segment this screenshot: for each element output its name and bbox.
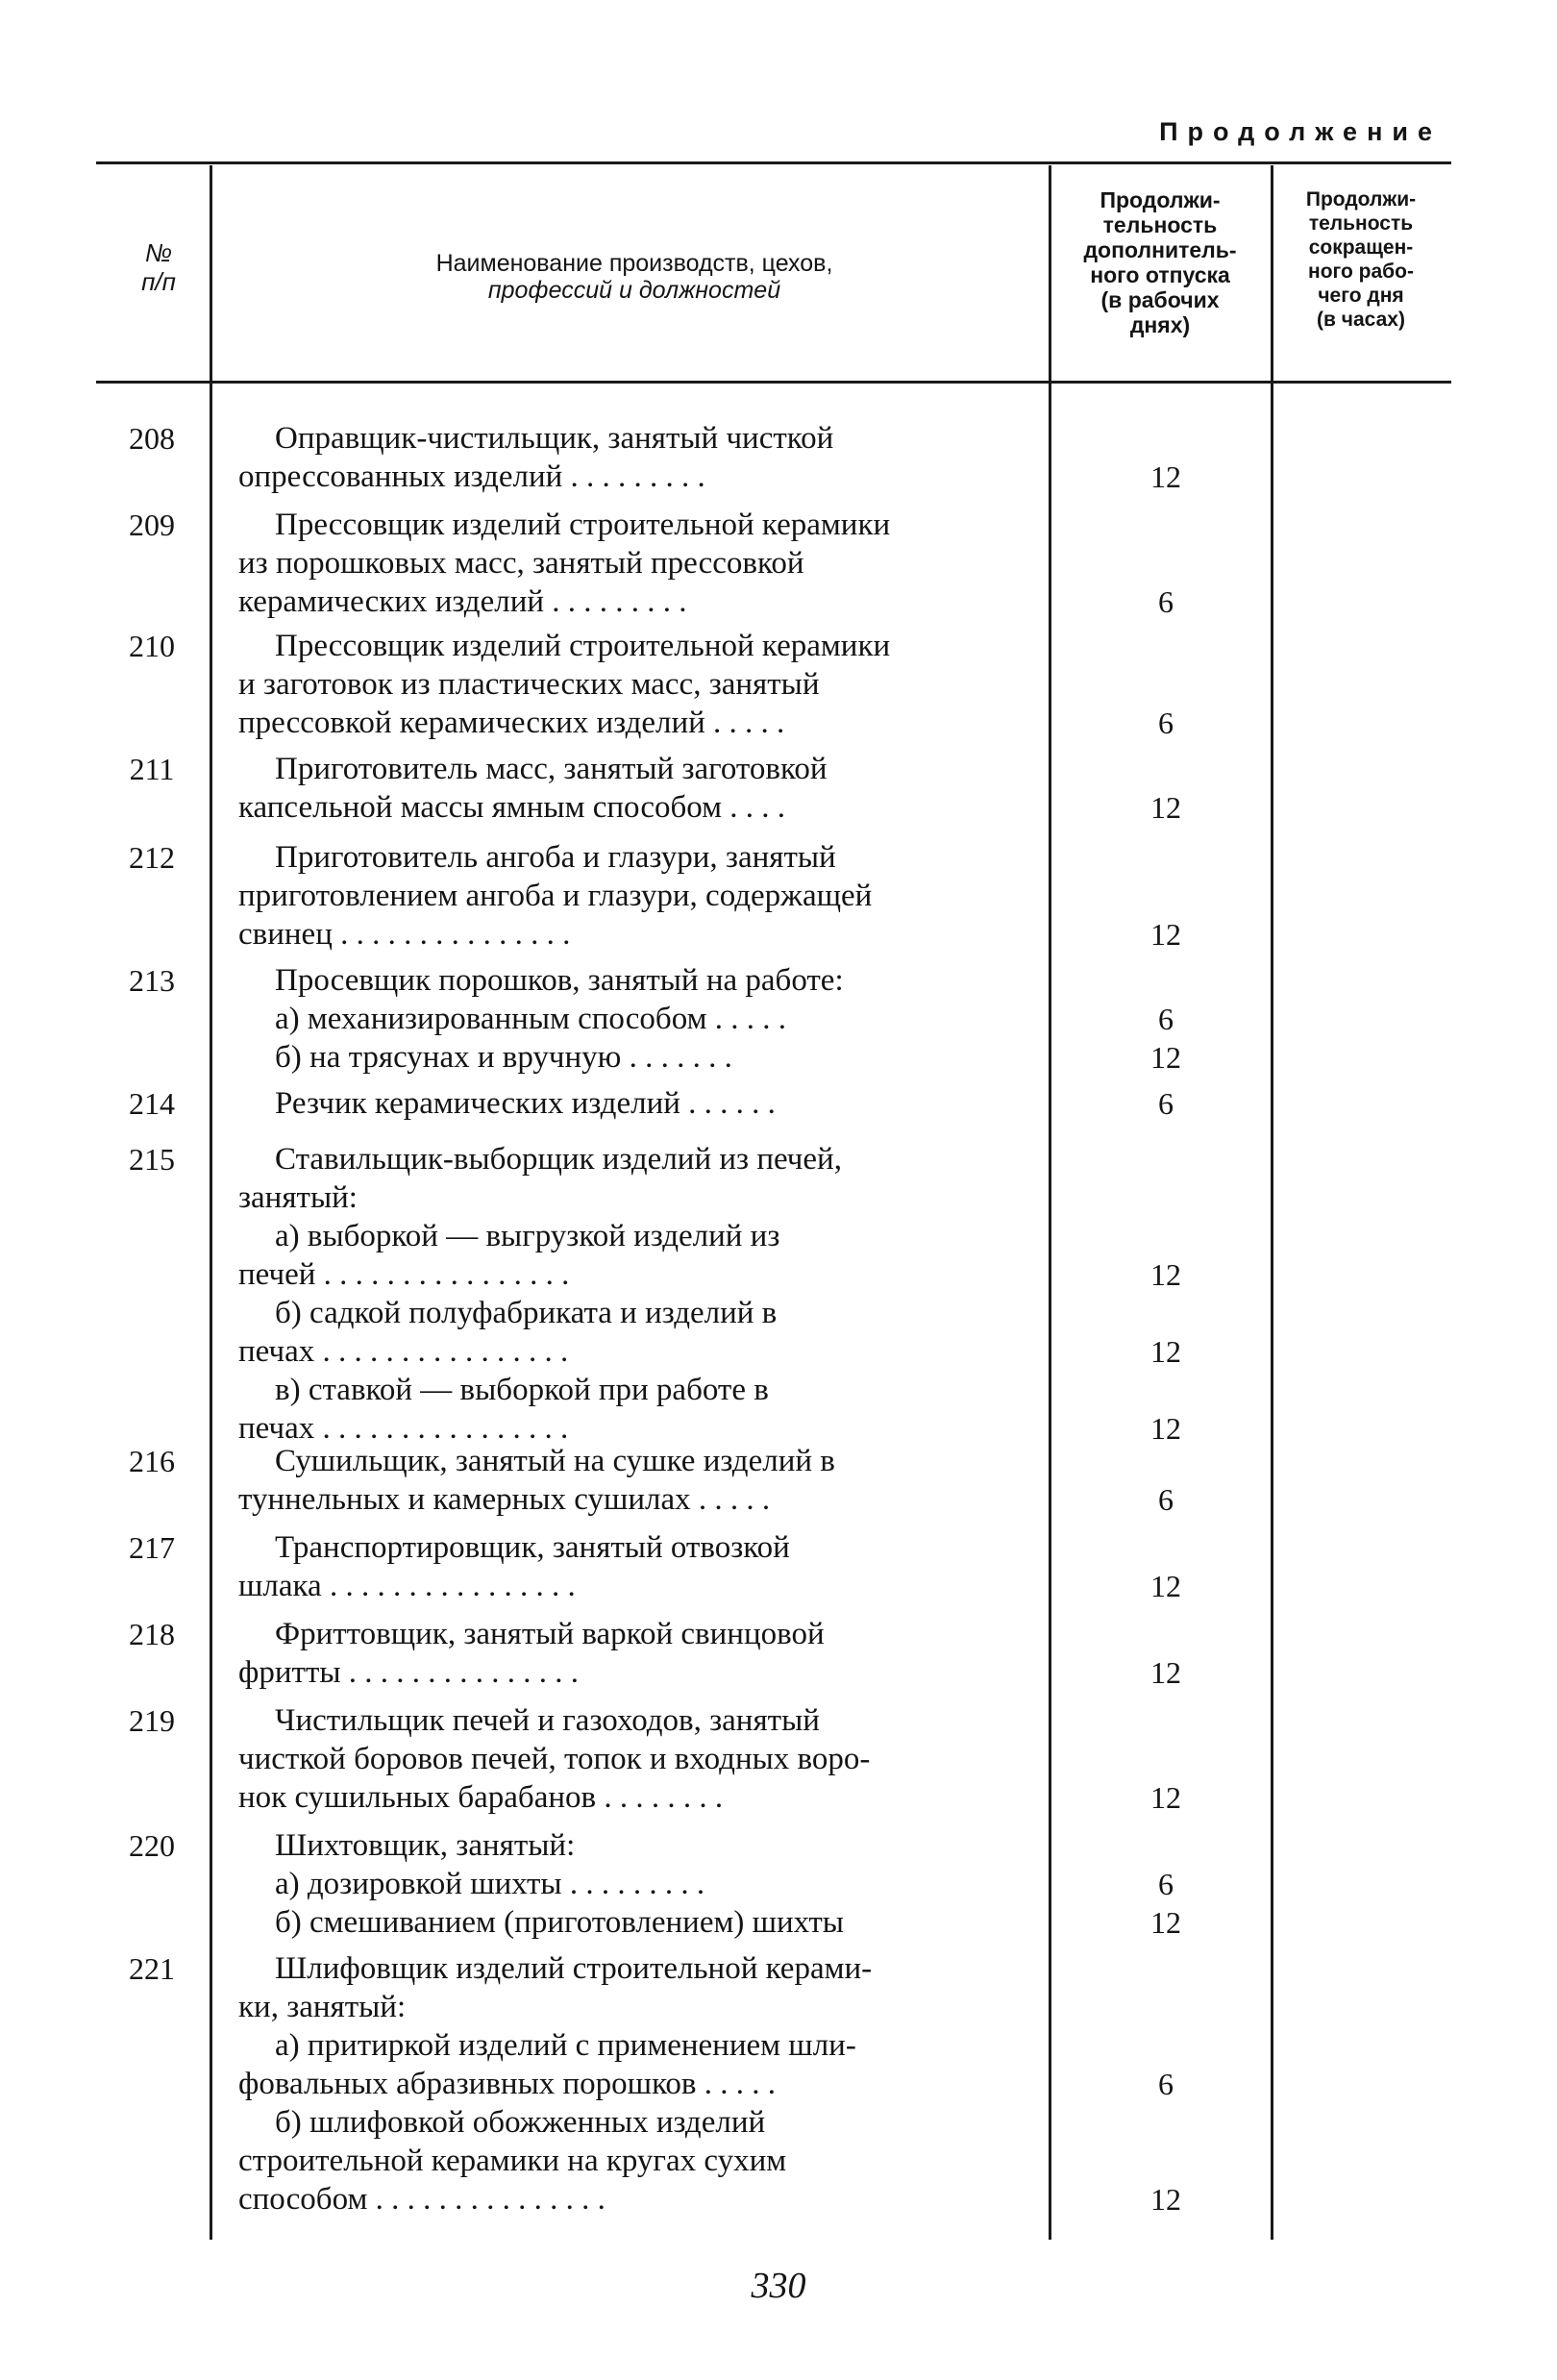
leave-days-value: 12 — [1150, 917, 1181, 952]
row-text — [238, 1140, 1041, 1448]
text-line: а) выборкой — выгрузкой изделий из — [275, 1219, 780, 1253]
text-line: б) смешиванием (приготовлением) шихты — [275, 1905, 844, 1940]
leave-days-value: 6 — [1158, 1086, 1174, 1121]
row-text — [238, 627, 1041, 742]
text-line: из порошковых масс, занятый прессовкой — [238, 546, 804, 581]
text-line: Оправщик-чистильщик, занятый чисткой — [275, 421, 834, 456]
row-text — [238, 1826, 1041, 1942]
leave-days-value: 6 — [1158, 2067, 1174, 2101]
row-number: 211 — [129, 752, 175, 786]
text-line: туннельных и камерных сушилах . . . . . — [238, 1482, 771, 1517]
text-line: а) притиркой изделий с применением шли- — [275, 2028, 856, 2063]
continuation-label: Продолжение — [1159, 117, 1442, 146]
header-bottom-rule — [96, 381, 1451, 384]
leave-days-value: 12 — [1150, 2182, 1181, 2217]
row-number: 215 — [129, 1142, 175, 1177]
text-line: Просевщик порошков, занятый на работе: — [275, 963, 844, 998]
text-line: печах . . . . . . . . . . . . . . . . — [238, 1334, 569, 1369]
row-number: 220 — [129, 1828, 175, 1863]
row-number: 218 — [129, 1617, 175, 1651]
text-line: а) механизированным способом . . . . . — [275, 1002, 786, 1036]
text-line: опрессованных изделий . . . . . . . . . — [238, 459, 705, 494]
text-line: Фриттовщик, занятый варкой свинцовой — [275, 1617, 825, 1651]
text-line: свинец . . . . . . . . . . . . . . . — [238, 917, 571, 952]
text-line: прессовкой керамических изделий . . . . . — [238, 706, 785, 740]
page-number: 330 — [751, 2266, 806, 2306]
text-line: нок сушильных барабанов . . . . . . . . — [238, 1780, 724, 1815]
leave-days-value: 12 — [1150, 1257, 1181, 1292]
row-text — [238, 750, 1041, 827]
text-line: фовальных абразивных порошков . . . . . — [238, 2067, 777, 2101]
text-line: Прессовщик изделий строительной керамики — [275, 508, 891, 542]
table-top-rule — [96, 161, 1451, 164]
row-text — [238, 1442, 1041, 1519]
text-line: а) дозировкой шихты . . . . . . . . . — [275, 1867, 705, 1901]
text-line: керамических изделий . . . . . . . . . — [238, 584, 687, 619]
header-number: № п/п — [141, 238, 176, 296]
column-divider-1 — [210, 165, 212, 2240]
row-number: 221 — [129, 1951, 175, 1986]
header-name: Наименование производств, цехов, профессий и должностей — [435, 250, 833, 304]
text-line: способом . . . . . . . . . . . . . . . — [238, 2182, 606, 2217]
leave-days-value: 6 — [1158, 1867, 1174, 1901]
text-line: Шлифовщик изделий строительной керами- — [275, 1951, 873, 1986]
row-text — [238, 419, 1041, 496]
column-divider-3 — [1271, 165, 1273, 2240]
row-number: 210 — [129, 629, 175, 663]
text-line: чисткой боровов печей, топок и входных воро- — [238, 1742, 871, 1776]
text-line: и заготовок из пластических масс, занятый — [238, 667, 820, 702]
row-number: 216 — [129, 1444, 175, 1478]
text-line: б) садкой полуфабриката и изделий в — [275, 1296, 778, 1330]
row-text — [238, 1615, 1041, 1692]
leave-days-value: 12 — [1150, 790, 1181, 825]
text-line: шлака . . . . . . . . . . . . . . . . — [238, 1569, 576, 1603]
row-text — [238, 1949, 1041, 2219]
row-text — [238, 1084, 1041, 1123]
header-reduced-day: Продолжи- тельность сокращен- ного рабо- чего дня (в часах) — [1305, 188, 1417, 331]
row-number: 212 — [129, 840, 175, 875]
text-line: ки, занятый: — [238, 1990, 407, 2024]
text-line: Прессовщик изделий строительной керамики — [275, 629, 891, 663]
row-number: 208 — [129, 421, 175, 456]
text-line: б) на трясунах и вручную . . . . . . . — [275, 1040, 732, 1075]
leave-days-value: 12 — [1150, 1411, 1181, 1446]
text-line: Приготовитель ангоба и глазури, занятый — [275, 840, 836, 875]
leave-days-value: 6 — [1158, 706, 1174, 740]
text-line: приготовлением ангоба и глазури, содержащей — [238, 879, 873, 913]
leave-days-value: 6 — [1158, 584, 1174, 619]
row-text — [238, 838, 1041, 954]
row-text — [238, 1701, 1041, 1817]
text-line: Транспортировщик, занятый отвозкой — [275, 1530, 790, 1565]
text-line: капсельной массы ямным способом . . . . — [238, 790, 786, 825]
leave-days-value: 12 — [1150, 459, 1181, 494]
column-divider-2 — [1049, 165, 1051, 2240]
leave-days-value: 6 — [1158, 1002, 1174, 1036]
leave-days-value: 12 — [1150, 1780, 1181, 1815]
header-additional-leave: Продолжи- тельность дополнитель- ного отпуска (в рабочих днях) — [1083, 187, 1237, 337]
text-line: печей . . . . . . . . . . . . . . . . — [238, 1257, 570, 1292]
text-line: Сушильщик, занятый на сушке изделий в — [275, 1444, 835, 1478]
text-line: б) шлифовкой обожженных изделий — [275, 2105, 766, 2140]
text-line: в) ставкой — выборкой при работе в — [275, 1373, 769, 1407]
text-line: Ставильщик-выборщик изделий из печей, — [275, 1142, 842, 1177]
text-line: занятый: — [238, 1180, 358, 1215]
row-number: 209 — [129, 508, 175, 542]
text-line: Чистильщик печей и газоходов, занятый — [275, 1703, 820, 1738]
text-line: фритты . . . . . . . . . . . . . . . — [238, 1655, 580, 1690]
row-number: 217 — [129, 1530, 175, 1565]
row-number: 219 — [129, 1703, 175, 1738]
row-text — [238, 961, 1041, 1077]
row-number: 213 — [129, 963, 175, 998]
text-line: печах . . . . . . . . . . . . . . . . — [238, 1411, 569, 1446]
text-line: Резчик керамических изделий . . . . . . — [275, 1086, 776, 1121]
leave-days-value: 12 — [1150, 1040, 1181, 1075]
leave-days-value: 12 — [1150, 1905, 1181, 1940]
text-line: Приготовитель масс, занятый заготовкой — [275, 752, 828, 786]
leave-days-value: 12 — [1150, 1569, 1181, 1603]
text-line: строительной керамики на кругах сухим — [238, 2144, 787, 2178]
row-text — [238, 506, 1041, 621]
leave-days-value: 12 — [1150, 1655, 1181, 1690]
row-text — [238, 1528, 1041, 1605]
leave-days-value: 6 — [1158, 1482, 1174, 1517]
leave-days-value: 12 — [1150, 1334, 1181, 1369]
text-line: Шихтовщик, занятый: — [275, 1828, 576, 1863]
row-number: 214 — [129, 1086, 175, 1121]
